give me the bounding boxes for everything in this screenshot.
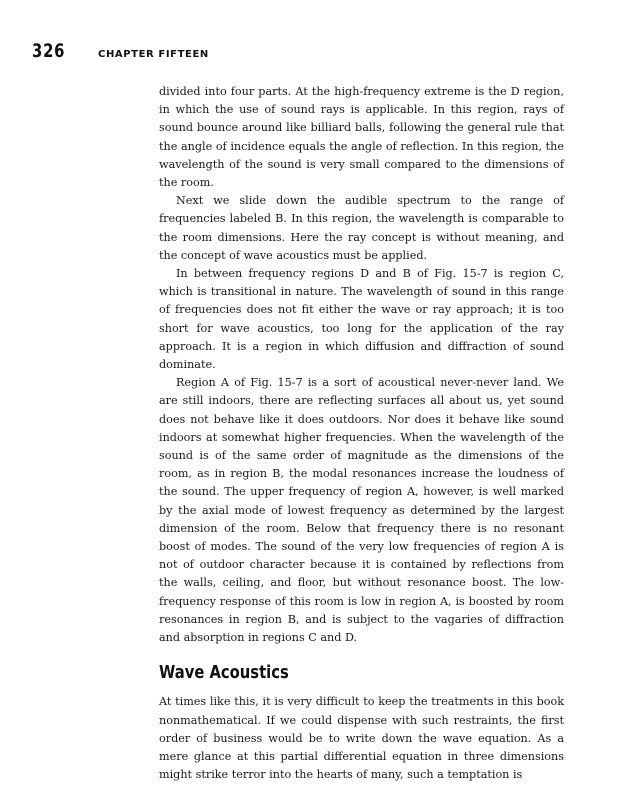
section-paragraph: At times like this, it is very difficult to keep the treatments in this book nonmathematical. If we could dispense with such restraints, the first order of business would be to write down the wave equation. As a mere glance at this partial differential equation in three dimensions might strike terror into the hearts of many, such a temptation is: [159, 695, 564, 782]
paragraph: Region A of Fig. 15-7 is a sort of acoustical never-never land. We are still indoors, there are reflecting surfaces all about us, yet sound does not behave like it does outdoors. Nor does it behave like sound indoors at somewhat higher frequencies. When the wavelength of the sound is of the same order of magnitude as the dimensions of the room, as in region B, the modal resonances increase the loudness of the sound. The upper frequency of region A, however, is well marked by the axial mode of lowest frequency as determined by the largest dimension of the room. Below that frequency there is no resonant boost of modes. The sound of the very low frequencies of region A is not of outdoor character because it is contained by reflections from the walls, ceiling, and floor, but without resonance boost. The low-frequency response of this room is low in region A, is boosted by room resonances in region B, and is subject to the vagaries of diffraction and absorption in regions C and D.: [159, 376, 564, 645]
body-text: [159, 83, 564, 784]
paragraph: Next we slide down the audible spectrum to the range of frequencies labeled B. In this region, the wavelength is comparable to the room dimensions. Here the ray concept is without meaning, and the concept of wave acoustics must be applied.: [159, 194, 564, 262]
section-heading: Wave Acoustics: [159, 662, 289, 684]
running-head: [32, 40, 209, 62]
chapter-label: CHAPTER FIFTEEN: [98, 49, 209, 60]
paragraph: In between frequency regions D and B of Fig. 15-7 is region C, which is transitional in nature. The wavelength of sound in this range of frequencies does not fit either the wave or ray approach; it is too short for wave acoustics, too long for the application of the ray approach. It is a region in which diffusion and diffraction of sound dominate.: [159, 267, 564, 372]
page-number: 326: [32, 40, 66, 62]
paragraph-continued: divided into four parts. At the high-frequency extreme is the D region, in which the use of sound rays is applicable. In this region, rays of sound bounce around like billiard balls, following the general rule that the angle of incidence equals the angle of reflection. In this region, the wavelength of the sound is very small compared to the dimensions of the room.: [159, 85, 564, 190]
